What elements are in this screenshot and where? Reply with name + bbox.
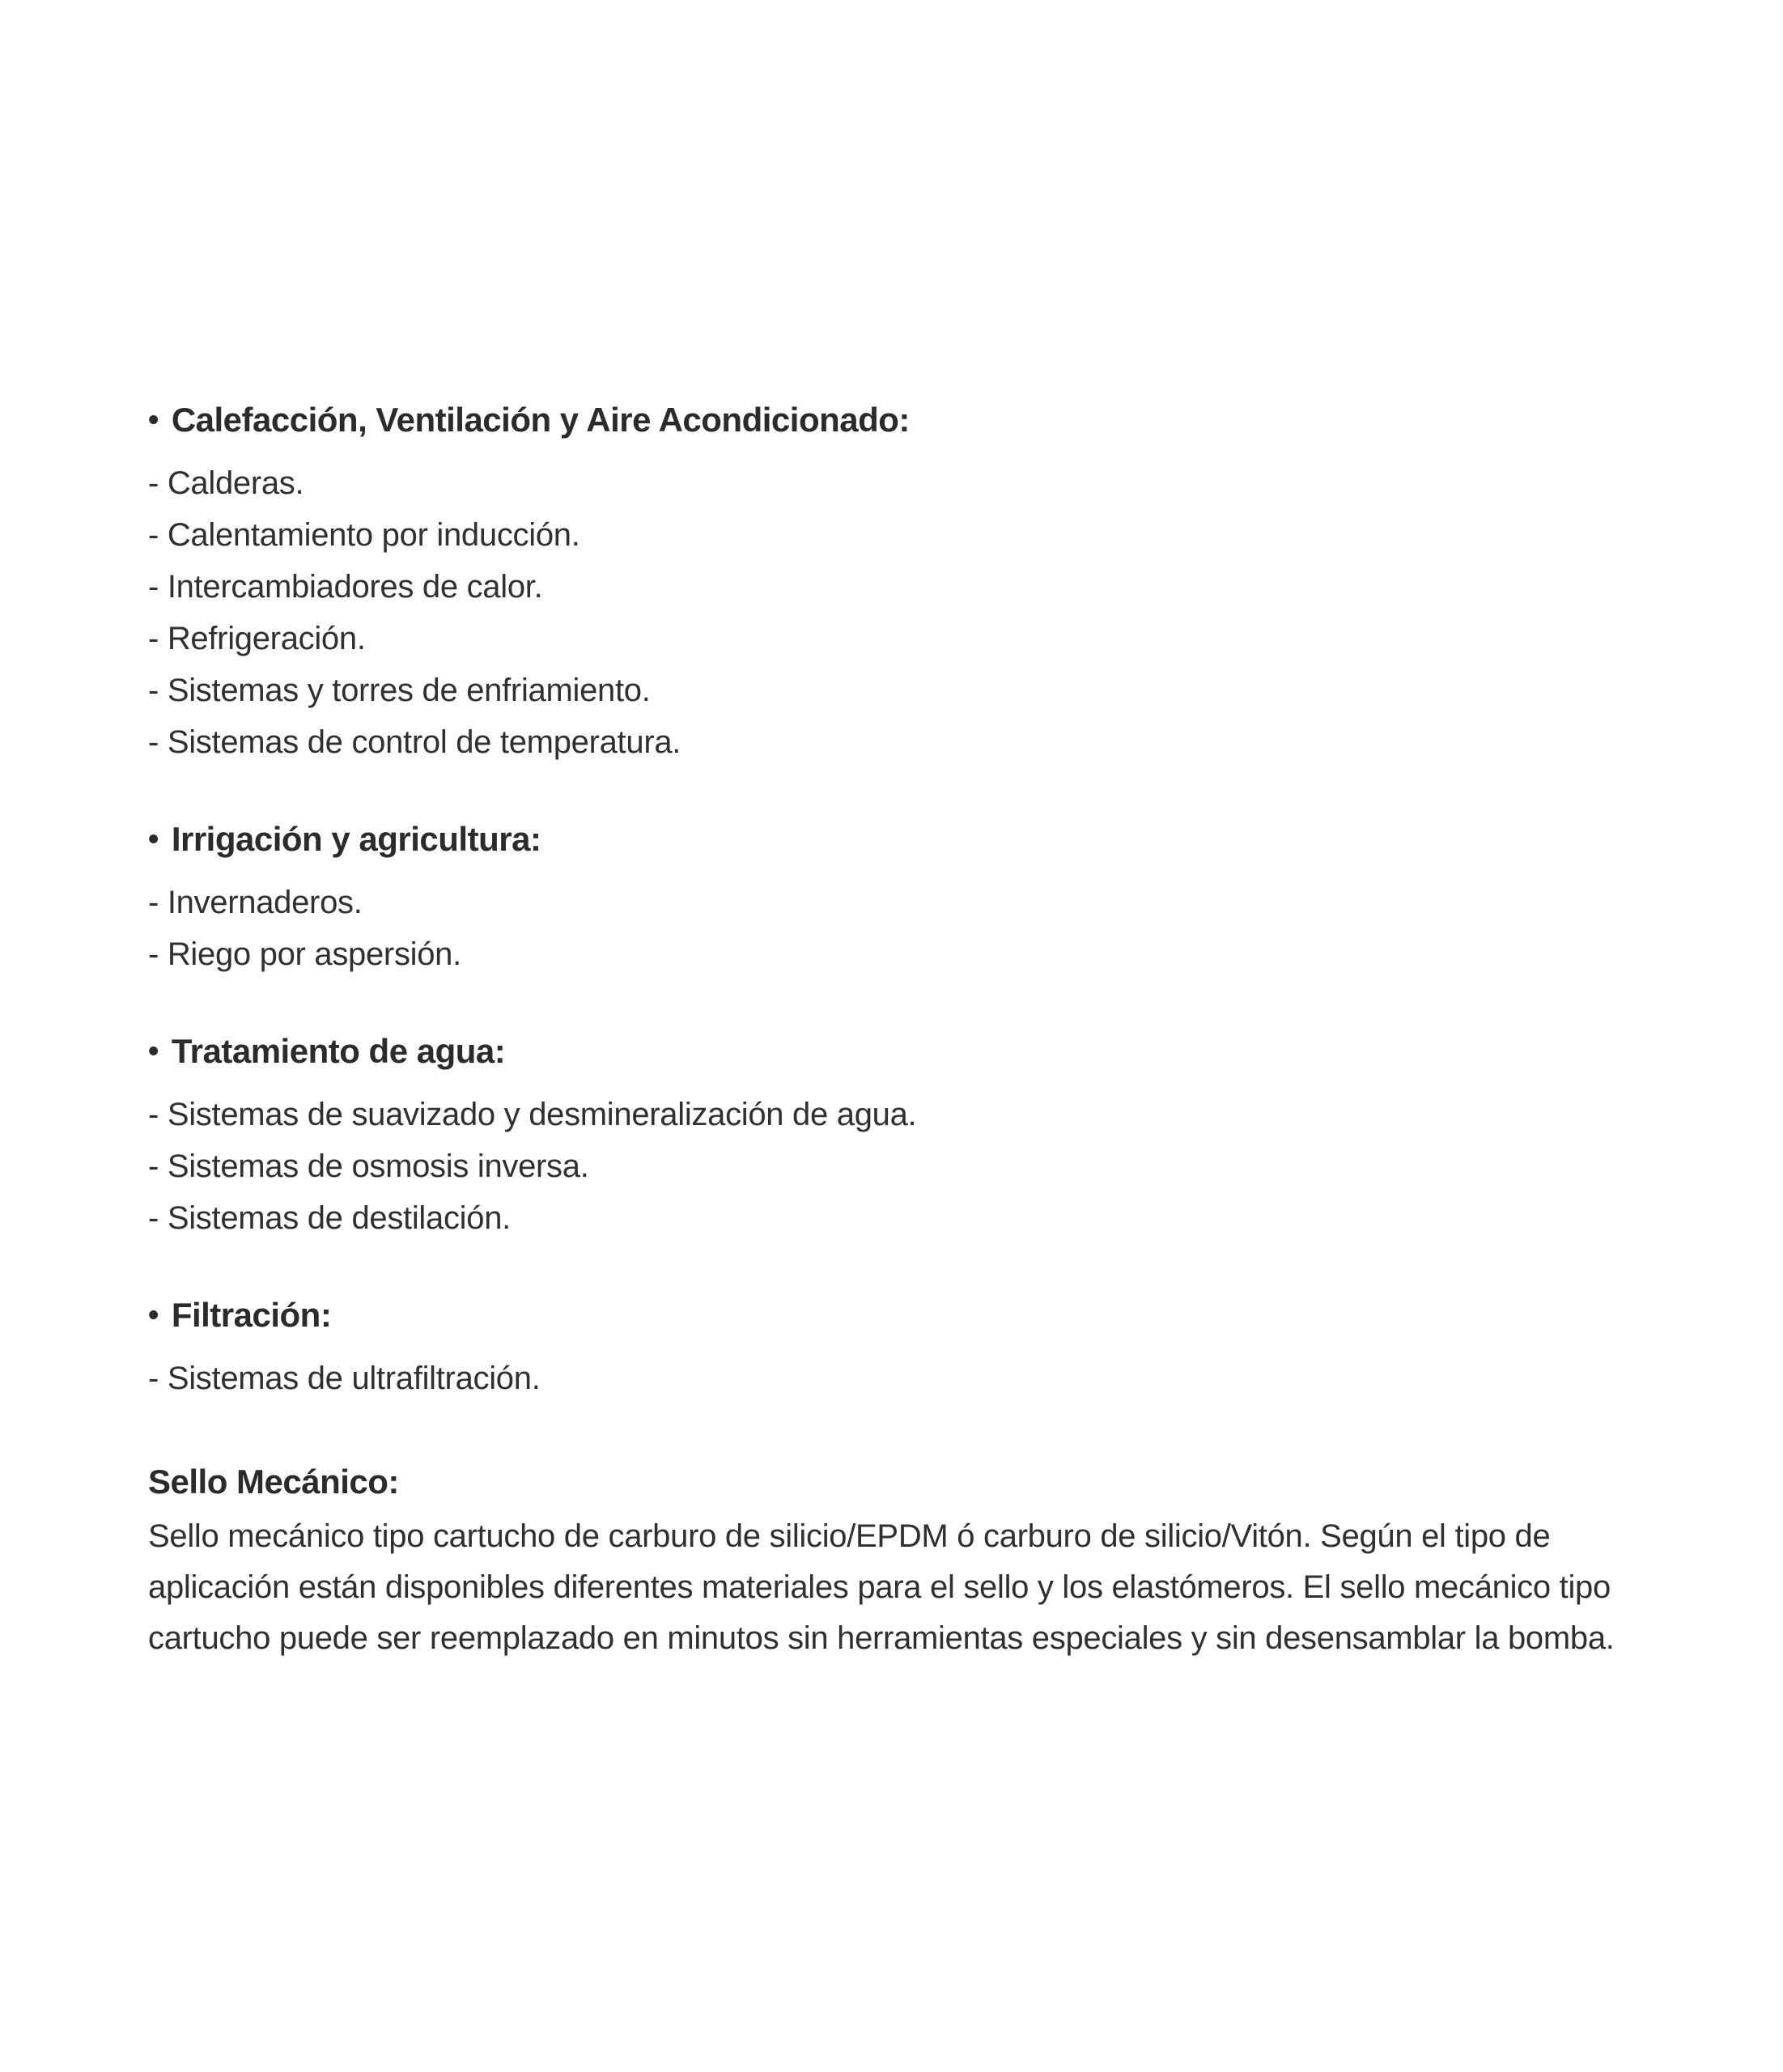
list-item: - Sistemas de osmosis inversa. [148, 1149, 589, 1184]
section-filtration-title: Filtración: [171, 1296, 332, 1334]
bullet-icon: • [148, 822, 159, 856]
section-filtration-heading [148, 1289, 1629, 1341]
bullet-icon: • [148, 1298, 159, 1332]
list-item: - Sistemas de suavizado y desmineralización de agua. [148, 1097, 917, 1132]
list-item: - Sistemas de ultrafiltración. [148, 1361, 541, 1396]
list-item: - Calderas. [148, 465, 304, 501]
section-irrigation [148, 813, 1629, 980]
mechanical-seal-title: Sello Mecánico: [148, 1463, 399, 1501]
section-irrigation-title: Irrigación y agricultura: [171, 820, 541, 858]
section-hvac [148, 394, 1629, 768]
section-water-treatment-title: Tratamiento de agua: [171, 1032, 506, 1070]
section-irrigation-heading [148, 813, 1629, 865]
bullet-icon: • [148, 1034, 159, 1068]
text-column [148, 394, 1629, 1664]
section-hvac-title: Calefacción, Ventilación y Aire Acondicionado: [171, 401, 910, 439]
list-item: - Riego por aspersión. [148, 936, 461, 972]
list-item: - Invernaderos. [148, 885, 363, 920]
list-item: - Sistemas de control de temperatura. [148, 724, 681, 760]
bullet-icon: • [148, 403, 159, 437]
section-filtration [148, 1289, 1629, 1404]
list-item: - Sistemas y torres de enfriamiento. [148, 673, 651, 708]
section-water-treatment-heading [148, 1025, 1629, 1077]
list-item: - Intercambiadores de calor. [148, 569, 543, 605]
list-item: - Calentamiento por inducción. [148, 517, 580, 553]
mechanical-seal-paragraph: Sello mecánico tipo cartucho de carburo de silicio/EPDM ó carburo de silicio/Vitón. Según el tipo de aplicación están disponibles diferentes materiales para el sello y los elastómeros. El sello mecánico tipo cartucho puede ser reemplazado en minutos sin herramientas especiales y sin desensamblar la bomba. [148, 1518, 1615, 1656]
list-item: - Refrigeración. [148, 621, 366, 656]
list-item: - Sistemas de destilación. [148, 1200, 511, 1236]
section-hvac-heading [148, 394, 1629, 446]
section-water-treatment [148, 1025, 1629, 1244]
section-mechanical-seal [148, 1456, 1629, 1664]
